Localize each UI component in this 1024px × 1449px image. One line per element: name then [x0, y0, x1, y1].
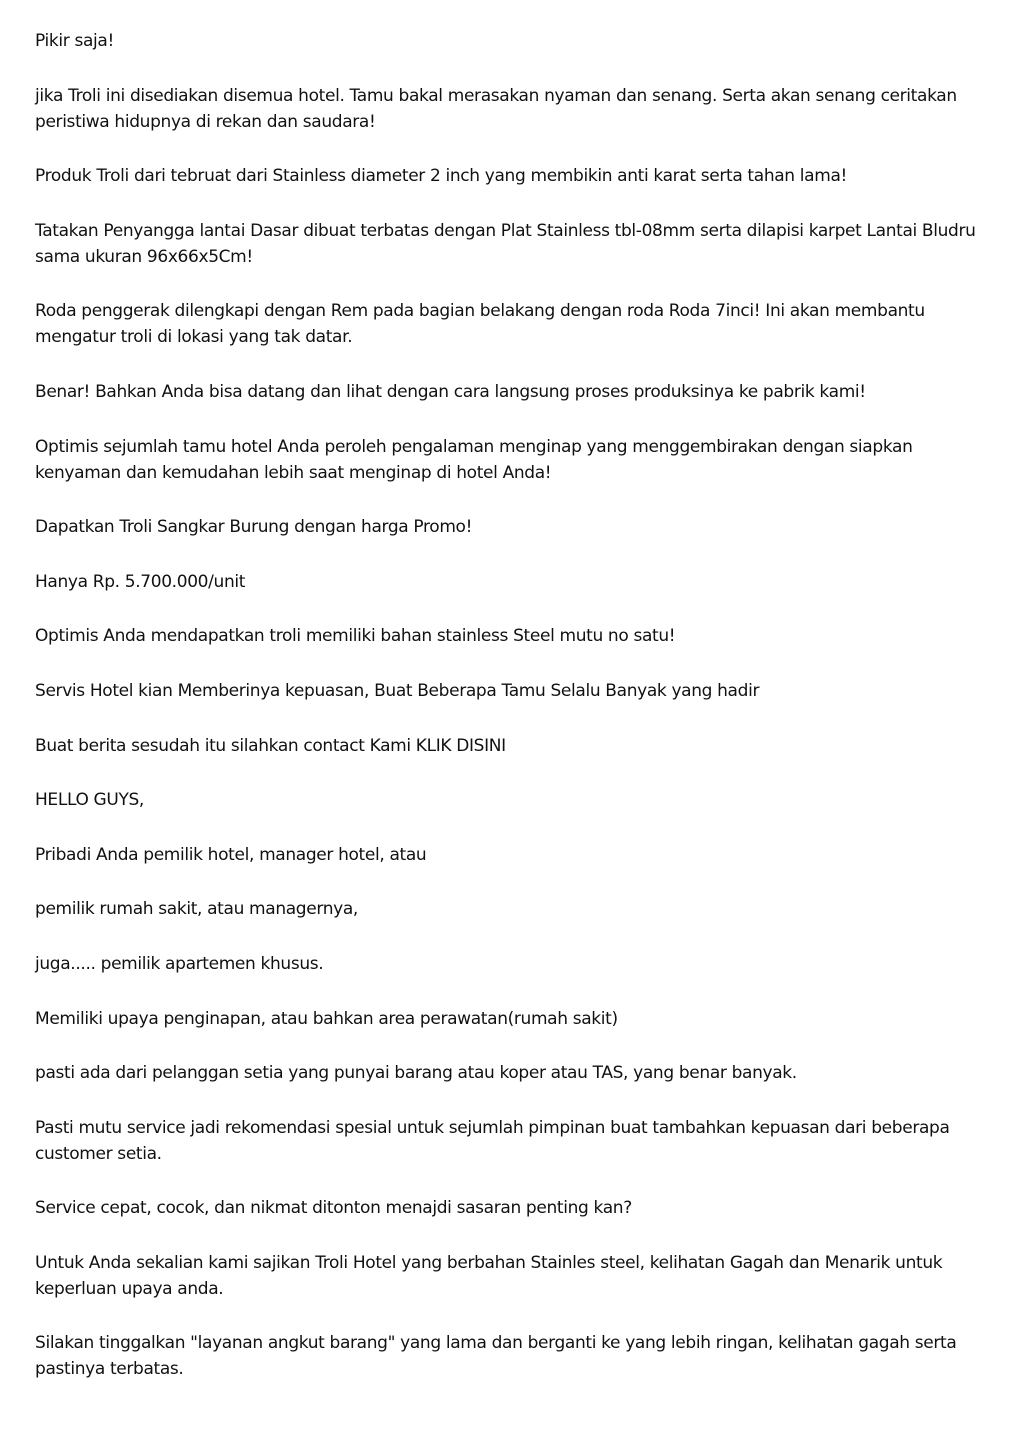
- paragraph: Untuk Anda sekalian kami sajikan Troli Hotel yang berbahan Stainles steel, kelihatan Gagah dan Menarik untuk keperluan upaya anda.: [35, 1252, 943, 1299]
- paragraph: Silakan tinggalkan "layanan angkut barang" yang lama dan berganti ke yang lebih ringan, kelihatan gagah serta pastinya terbatas.: [35, 1333, 957, 1380]
- paragraph: pemilik rumah sakit, atau managernya,: [35, 899, 358, 920]
- paragraph: Pasti mutu service jadi rekomendasi spesial untuk sejumlah pimpinan buat tambahkan kepuasan dari beberapa customer setia.: [35, 1117, 950, 1164]
- paragraph: juga..... pemilik apartemen khusus.: [35, 953, 324, 974]
- paragraph: Roda penggerak dilengkapi dengan Rem pada bagian belakang dengan roda Roda 7inci! Ini akan membantu mengatur troli di lokasi yang tak datar.: [35, 301, 925, 348]
- paragraph: Optimis Anda mendapatkan troli memiliki bahan stainless Steel mutu no satu!: [35, 626, 676, 647]
- paragraph: Benar! Bahkan Anda bisa datang dan lihat dengan cara langsung proses produksinya ke pabrik kami!: [35, 381, 866, 402]
- document-body: [35, 28, 995, 1411]
- paragraph: Pribadi Anda pemilik hotel, manager hotel, atau: [35, 844, 427, 865]
- paragraph: Optimis sejumlah tamu hotel Anda peroleh pengalaman menginap yang menggembirakan dengan siapkan kenyaman dan kemudahan lebih saat menginap di hotel Anda!: [35, 436, 913, 483]
- price-paragraph: Hanya Rp. 5.700.000/unit: [35, 571, 246, 592]
- paragraph: HELLO GUYS,: [35, 790, 144, 811]
- contact-paragraph: Buat berita sesudah itu silahkan contact Kami KLIK DISINI: [35, 735, 506, 756]
- paragraph: pasti ada dari pelanggan setia yang punyai barang atau koper atau TAS, yang benar banyak.: [35, 1063, 797, 1084]
- paragraph: Servis Hotel kian Memberinya kepuasan, Buat Beberapa Tamu Selalu Banyak yang hadir: [35, 680, 760, 701]
- paragraph: Tatakan Penyangga lantai Dasar dibuat terbatas dengan Plat Stainless tbl-08mm serta dilapisi karpet Lantai Bludru sama ukuran 96x66x5Cm!: [35, 220, 976, 267]
- paragraph: Memiliki upaya penginapan, atau bahkan area perawatan(rumah sakit): [35, 1008, 618, 1029]
- paragraph: Service cepat, cocok, dan nikmat ditonton menajdi sasaran penting kan?: [35, 1198, 632, 1219]
- paragraph: jika Troli ini disediakan disemua hotel. Tamu bakal merasakan nyaman dan senang. Serta akan senang ceritakan peristiwa hidupnya di rekan dan saudara!: [35, 85, 957, 132]
- paragraph: Pikir saja!: [35, 31, 114, 51]
- paragraph: Produk Troli dari tebruat dari Stainless diameter 2 inch yang membikin anti karat serta tahan lama!: [35, 166, 847, 187]
- paragraph: Dapatkan Troli Sangkar Burung dengan harga Promo!: [35, 517, 473, 538]
